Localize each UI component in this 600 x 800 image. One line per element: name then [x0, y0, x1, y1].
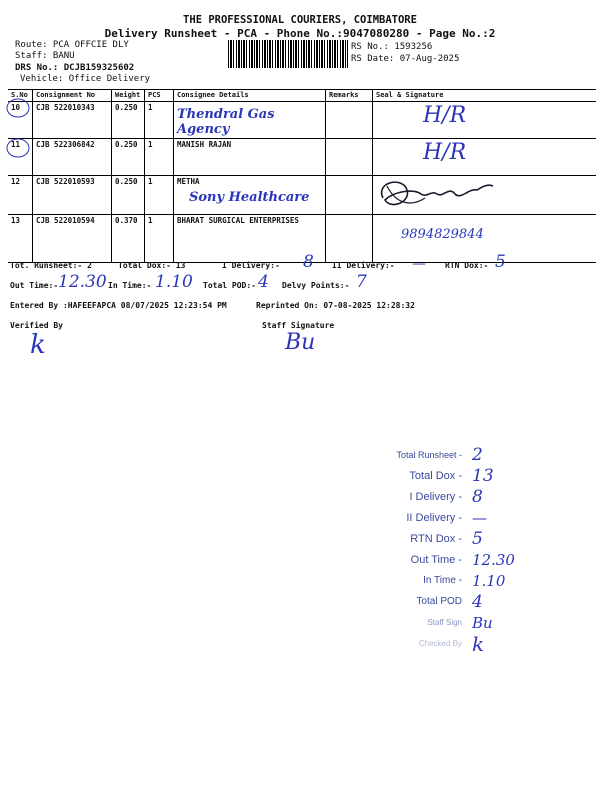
note-value: 4 — [472, 591, 483, 612]
cell-consignee: BHARAT SURGICAL ENTERPRISES — [174, 215, 326, 263]
table-row — [8, 176, 596, 215]
cell-consignment: CJB 522010343 — [33, 102, 112, 139]
note-value: 12.30 — [472, 550, 515, 569]
tot-runsheet: Tot. Runsheet:- 2 — [10, 261, 92, 270]
staff-signature: Bu — [285, 330, 316, 355]
runsheet-title: Delivery Runsheet - PCA - Phone No.:9047080280 - Page No.:2 — [104, 27, 496, 40]
cell-weight: 0.250 — [112, 176, 145, 215]
cell-phone: 9894829844 — [373, 215, 597, 263]
cell-pcs: 1 — [145, 139, 174, 176]
cell-weight: 0.250 — [112, 139, 145, 176]
rs-date: RS Date: 07-Aug-2025 — [351, 54, 460, 64]
staff-text: Staff: BANU — [15, 51, 75, 61]
note-label: II Delivery - — [406, 511, 462, 524]
note-label: In Time - — [423, 575, 462, 586]
rtn-dox-value: 5 — [495, 252, 506, 272]
note-label: Checked By — [418, 639, 462, 648]
note-value: — — [472, 508, 487, 527]
table-row — [8, 139, 596, 176]
col-weight: Weight — [112, 90, 145, 102]
consignee-handwritten: Sony Healthcare — [189, 190, 310, 205]
i-delivery-label: I Delivery:- — [222, 261, 280, 270]
cell-sno: 12 — [8, 176, 33, 215]
note-row — [360, 612, 560, 633]
cell-pcs: 1 — [145, 215, 174, 263]
total-pod-label: Total POD:- — [203, 281, 256, 290]
note-row — [360, 465, 560, 486]
note-row — [360, 528, 560, 549]
col-consignee: Consignee Details — [174, 90, 326, 102]
cell-seal: H/R — [373, 139, 597, 176]
cell-remarks — [326, 102, 373, 139]
table-row — [8, 215, 596, 263]
in-time-label: In Time:- — [108, 281, 152, 290]
note-row — [360, 633, 560, 654]
cell-consignee — [174, 176, 326, 215]
row-circle-marks — [4, 96, 34, 160]
note-row — [360, 486, 560, 507]
runsheet-table — [8, 89, 596, 263]
note-value: k — [472, 631, 485, 656]
total-pod-value: 4 — [258, 272, 269, 292]
cell-seal: H/R — [373, 102, 597, 139]
i-delivery-value: 8 — [303, 252, 314, 272]
out-time-label: Out Time:- — [10, 281, 59, 290]
note-value: 8 — [472, 486, 483, 507]
cell-sno: 13 — [8, 215, 33, 263]
cell-pcs: 1 — [145, 176, 174, 215]
cell-consignee: MANISH RAJAN — [174, 139, 326, 176]
consignee-handwritten: Thendral Gas Agency — [177, 107, 275, 137]
cell-sno: 11 — [8, 139, 33, 176]
note-label: Total Dox - — [409, 469, 462, 482]
cell-consignment: CJB 522306842 — [33, 139, 112, 176]
rtn-dox-label: RTN Dox:- — [445, 261, 489, 270]
cell-remarks — [326, 215, 373, 263]
note-row — [360, 507, 560, 528]
cell-weight: 0.250 — [112, 102, 145, 139]
total-dox: Total Dox:- 13 — [118, 261, 186, 270]
table-row — [8, 102, 596, 139]
reprinted-on: Reprinted On: 07-08-2025 12:28:32 — [256, 301, 415, 310]
delvy-points-label: Delvy Points:- — [282, 281, 350, 290]
ii-delivery-label: II Delivery:- — [332, 261, 395, 270]
col-seal: Seal & Signature — [373, 90, 597, 102]
cell-consignment: CJB 522010593 — [33, 176, 112, 215]
cell-weight: 0.370 — [112, 215, 145, 263]
note-label: Staff Sign — [427, 618, 462, 627]
staff-signature-label: Staff Signature — [262, 321, 335, 330]
note-value: 2 — [472, 444, 483, 465]
note-value: 1.10 — [472, 571, 506, 590]
note-label: Total Runsheet - — [396, 449, 462, 460]
company-title: THE PROFESSIONAL COURIERS, COIMBATORE — [183, 14, 417, 26]
cell-remarks — [326, 176, 373, 215]
note-label: RTN Dox - — [410, 532, 462, 545]
vehicle-text: Vehicle: Office Delivery — [20, 74, 151, 84]
note-row — [360, 444, 560, 465]
verified-signature: k — [30, 330, 46, 360]
consignee-text: METHA — [177, 177, 200, 186]
in-time-value: 1.10 — [155, 272, 193, 292]
cell-pcs: 1 — [145, 102, 174, 139]
col-sno: S.No — [8, 90, 33, 102]
verified-by-label: Verified By — [10, 321, 63, 330]
cell-seal — [373, 176, 597, 215]
entered-by: Entered By :HAFEEFAPCA 08/07/2025 12:23:54 PM — [10, 301, 227, 310]
delvy-points-value: 7 — [356, 272, 367, 292]
cell-remarks — [326, 139, 373, 176]
col-consignment: Consignment No — [33, 90, 112, 102]
col-pcs: PCS — [145, 90, 174, 102]
drs-number: DRS No.: DCJB159325602 — [15, 63, 135, 73]
note-label: I Delivery - — [409, 490, 462, 503]
ii-delivery-value: — — [412, 256, 426, 272]
note-row — [360, 591, 560, 612]
note-label: Out Time - — [410, 553, 462, 566]
note-label: Total POD — [416, 596, 462, 607]
note-row — [360, 549, 560, 570]
out-time-value: 12.30 — [58, 272, 107, 292]
rs-number: RS No.: 1593256 — [351, 42, 433, 52]
note-value: Bu — [472, 613, 493, 632]
note-value: 5 — [472, 528, 483, 549]
handwritten-summary — [360, 444, 560, 654]
barcode-image — [228, 40, 348, 68]
note-value: 13 — [472, 465, 494, 486]
cell-sno: 10 — [8, 102, 33, 139]
cell-consignment: CJB 522010594 — [33, 215, 112, 263]
route-text: Route: PCA OFFCIE DLY — [15, 40, 129, 50]
cell-consignee — [174, 102, 326, 139]
signature-scribble — [373, 176, 503, 212]
note-row — [360, 570, 560, 591]
col-remarks: Remarks — [326, 90, 373, 102]
